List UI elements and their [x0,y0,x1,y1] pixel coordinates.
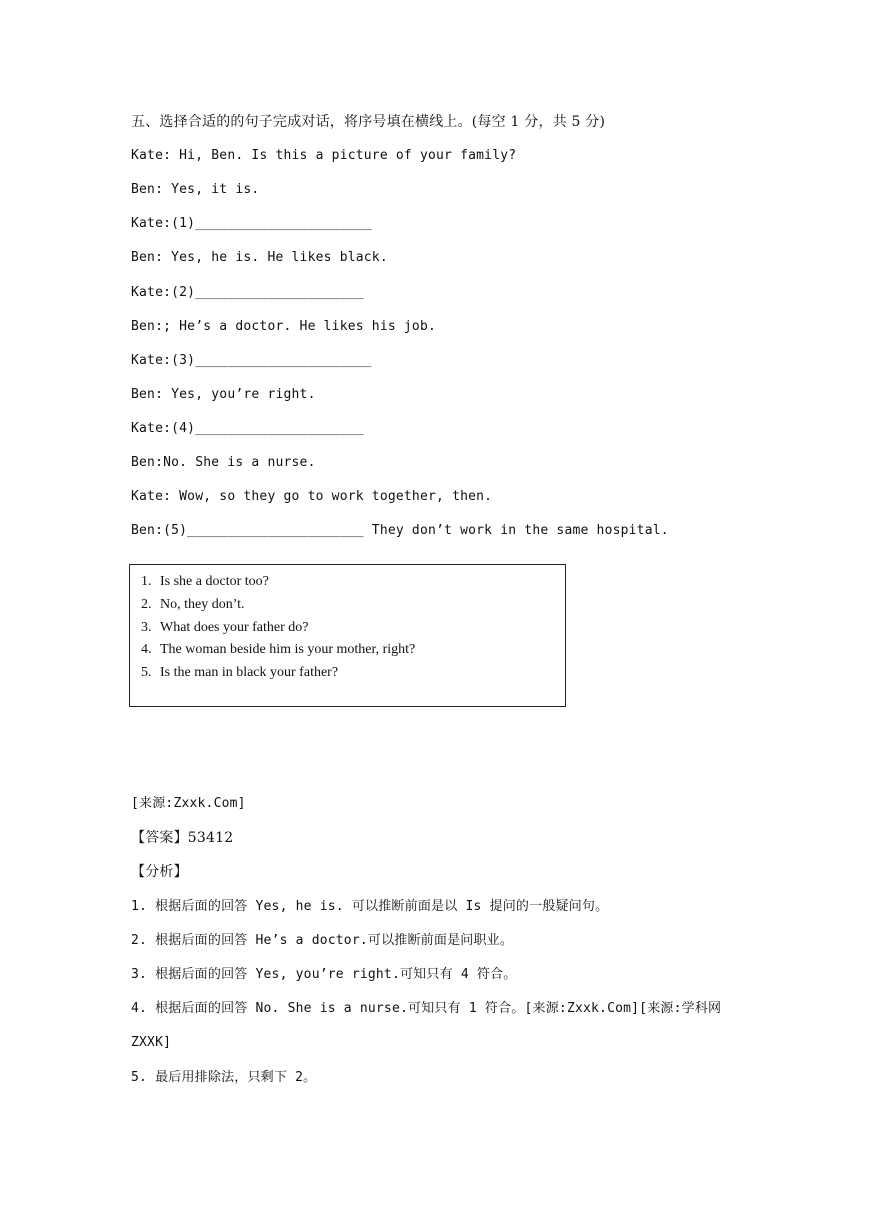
dialogue-line-5: Kate:(2)_____________________ [131,285,364,300]
dialogue-line-11: Kate: Wow, so they go to work together, then. [131,489,493,504]
analysis-item-4-cont: ZXXK] [131,1035,172,1050]
analysis-label: 【分析】 [131,864,188,880]
dialogue-line-6: Ben:; He’s a doctor. He likes his job. [131,319,437,334]
analysis-item-3: 3. 根据后面的回答 Yes, you’re right.可知只有 4 符合。 [131,967,517,982]
dialogue-line-2: Ben: Yes, it is. [131,182,260,197]
analysis-item-2: 2. 根据后面的回答 He’s a doctor.可以推断前面是问职业。 [131,933,514,948]
option-item: 2. No, they don’t. [141,597,245,612]
dialogue-line-1: Kate: Hi, Ben. Is this a picture of your family? [131,148,517,163]
dialogue-line-9: Kate:(4)_____________________ [131,421,364,436]
analysis-item-5: 5. 最后用排除法，只剩下 2。 [131,1070,317,1085]
dialogue-line-3: Kate:(1)______________________ [131,216,372,231]
option-item: 1. Is she a doctor too? [141,574,269,589]
dialogue-line-7: Kate:(3)______________________ [131,353,372,368]
section-title: 五、选择合适的的句子完成对话，将序号填在横线上。(每空 1 分，共 5 分) [131,114,606,130]
answer-line: 【答案】53412 [131,830,234,846]
dialogue-line-12: Ben:(5)______________________ They don’t work in the same hospital. [131,523,669,538]
analysis-item-4: 4. 根据后面的回答 No. She is a nurse.可知只有 1 符合。[来源:Zxxk.Com][来源:学科网 [131,1001,722,1016]
options-box [129,564,566,707]
analysis-item-1: 1. 根据后面的回答 Yes, he is. 可以推断前面是以 Is 提问的一般疑问句。 [131,899,609,914]
dialogue-line-8: Ben: Yes, you’re right. [131,387,316,402]
option-item: 4. The woman beside him is your mother, right? [141,642,416,657]
dialogue-line-4: Ben: Yes, he is. He likes black. [131,250,388,265]
option-item: 3. What does your father do? [141,620,309,635]
option-item: 5. Is the man in black your father? [141,665,339,680]
dialogue-line-10: Ben:No. She is a nurse. [131,455,316,470]
source-note: [来源:Zxxk.Com] [131,796,246,811]
